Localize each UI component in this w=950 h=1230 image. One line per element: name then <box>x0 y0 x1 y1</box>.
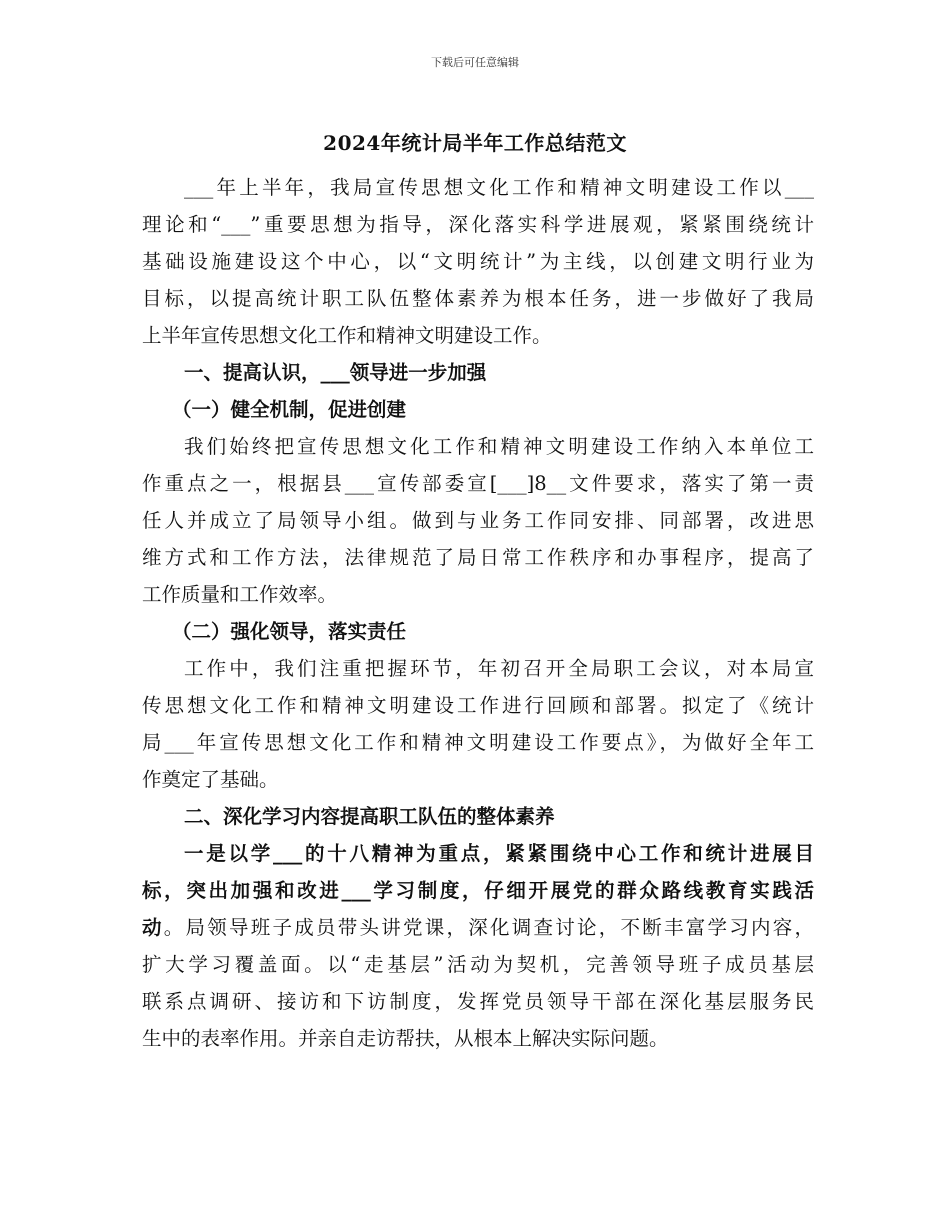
bold-run: 动 <box>142 916 164 939</box>
paragraph-line: 基础设施建设这个中心，以“文明统计”为主线，以创建文明行业为 <box>142 250 814 273</box>
paragraph-study <box>142 835 814 1057</box>
paragraph-line: 联系点调研、接访和下访制度，发挥党员领导干部在深化基层服务民 <box>142 990 814 1013</box>
paragraph-leadership <box>142 650 814 798</box>
paragraph-line: 我们始终把宣传思想文化工作和精神文明建设工作纳入本单位工 <box>184 435 814 458</box>
header-note: 下载后可任意编辑 <box>431 56 519 69</box>
paragraph-intro <box>142 169 814 354</box>
document-body <box>142 169 814 1057</box>
paragraph-line: 维方式和工作方法，法律规范了局日常工作秩序和办事程序，提高了 <box>142 546 814 569</box>
subsection-heading-2: （二）强化领导，落实责任 <box>172 620 407 643</box>
paragraph-line: 理论和“___”重要思想为指导，深化落实科学进展观，紧紧围绕统计 <box>142 213 814 236</box>
subsection-heading-1: （一）健全机制，促进创建 <box>172 398 407 421</box>
paragraph-line: 工作质量和工作效率。 <box>142 583 338 606</box>
paragraph-line: 扩大学习覆盖面。以“走基层”活动为契机，完善领导班子成员基层 <box>142 953 814 976</box>
paragraph-line: 上半年宣传思想文化工作和精神文明建设工作。 <box>142 324 552 347</box>
paragraph-line: 任人并成立了局领导小组。做到与业务工作同安排、同部署，改进思 <box>142 509 814 532</box>
paragraph-line: 作奠定了基础。 <box>142 768 279 791</box>
paragraph-line: ___年上半年，我局宣传思想文化工作和精神文明建设工作以___ <box>184 176 814 199</box>
paragraph-line-mixed <box>142 909 814 946</box>
document-title: 2024年统计局半年工作总结范文 <box>323 131 627 155</box>
paragraph-line: 生中的表率作用。并亲自走访帮扶，从根本上解决实际问题。 <box>142 1027 669 1050</box>
paragraph-line-bold: 标，突出加强和改进___学习制度，仔细开展党的群众路线教育实践活 <box>142 879 814 902</box>
paragraph-line: 目标，以提高统计职工队伍整体素养为根本任务，进一步做好了我局 <box>142 287 814 310</box>
paragraph-line: 工作中，我们注重把握环节，年初召开全局职工会议，对本局宣 <box>184 657 814 680</box>
section-heading-1: 一、提高认识，___领导进一步加强 <box>184 361 487 384</box>
section-heading-2: 二、深化学习内容提高职工队伍的整体素养 <box>184 805 555 828</box>
paragraph-line: 局___年宣传思想文化工作和精神文明建设工作要点》，为做好全年工 <box>142 731 814 754</box>
paragraph-line: 作重点之一，根据县___宣传部委宣[___]8__文件要求，落实了第一责 <box>142 472 814 495</box>
normal-run: 。局领导班子成员带头讲党课，深化调查讨论，不断丰富学习内容， <box>163 916 814 939</box>
paragraph-line: 传思想文化工作和精神文明建设工作进行回顾和部署。拟定了《统计 <box>142 694 814 717</box>
paragraph-line-bold: 一是以学___的十八精神为重点，紧紧围绕中心工作和统计进展目 <box>184 842 814 865</box>
paragraph-mechanism <box>142 428 814 613</box>
